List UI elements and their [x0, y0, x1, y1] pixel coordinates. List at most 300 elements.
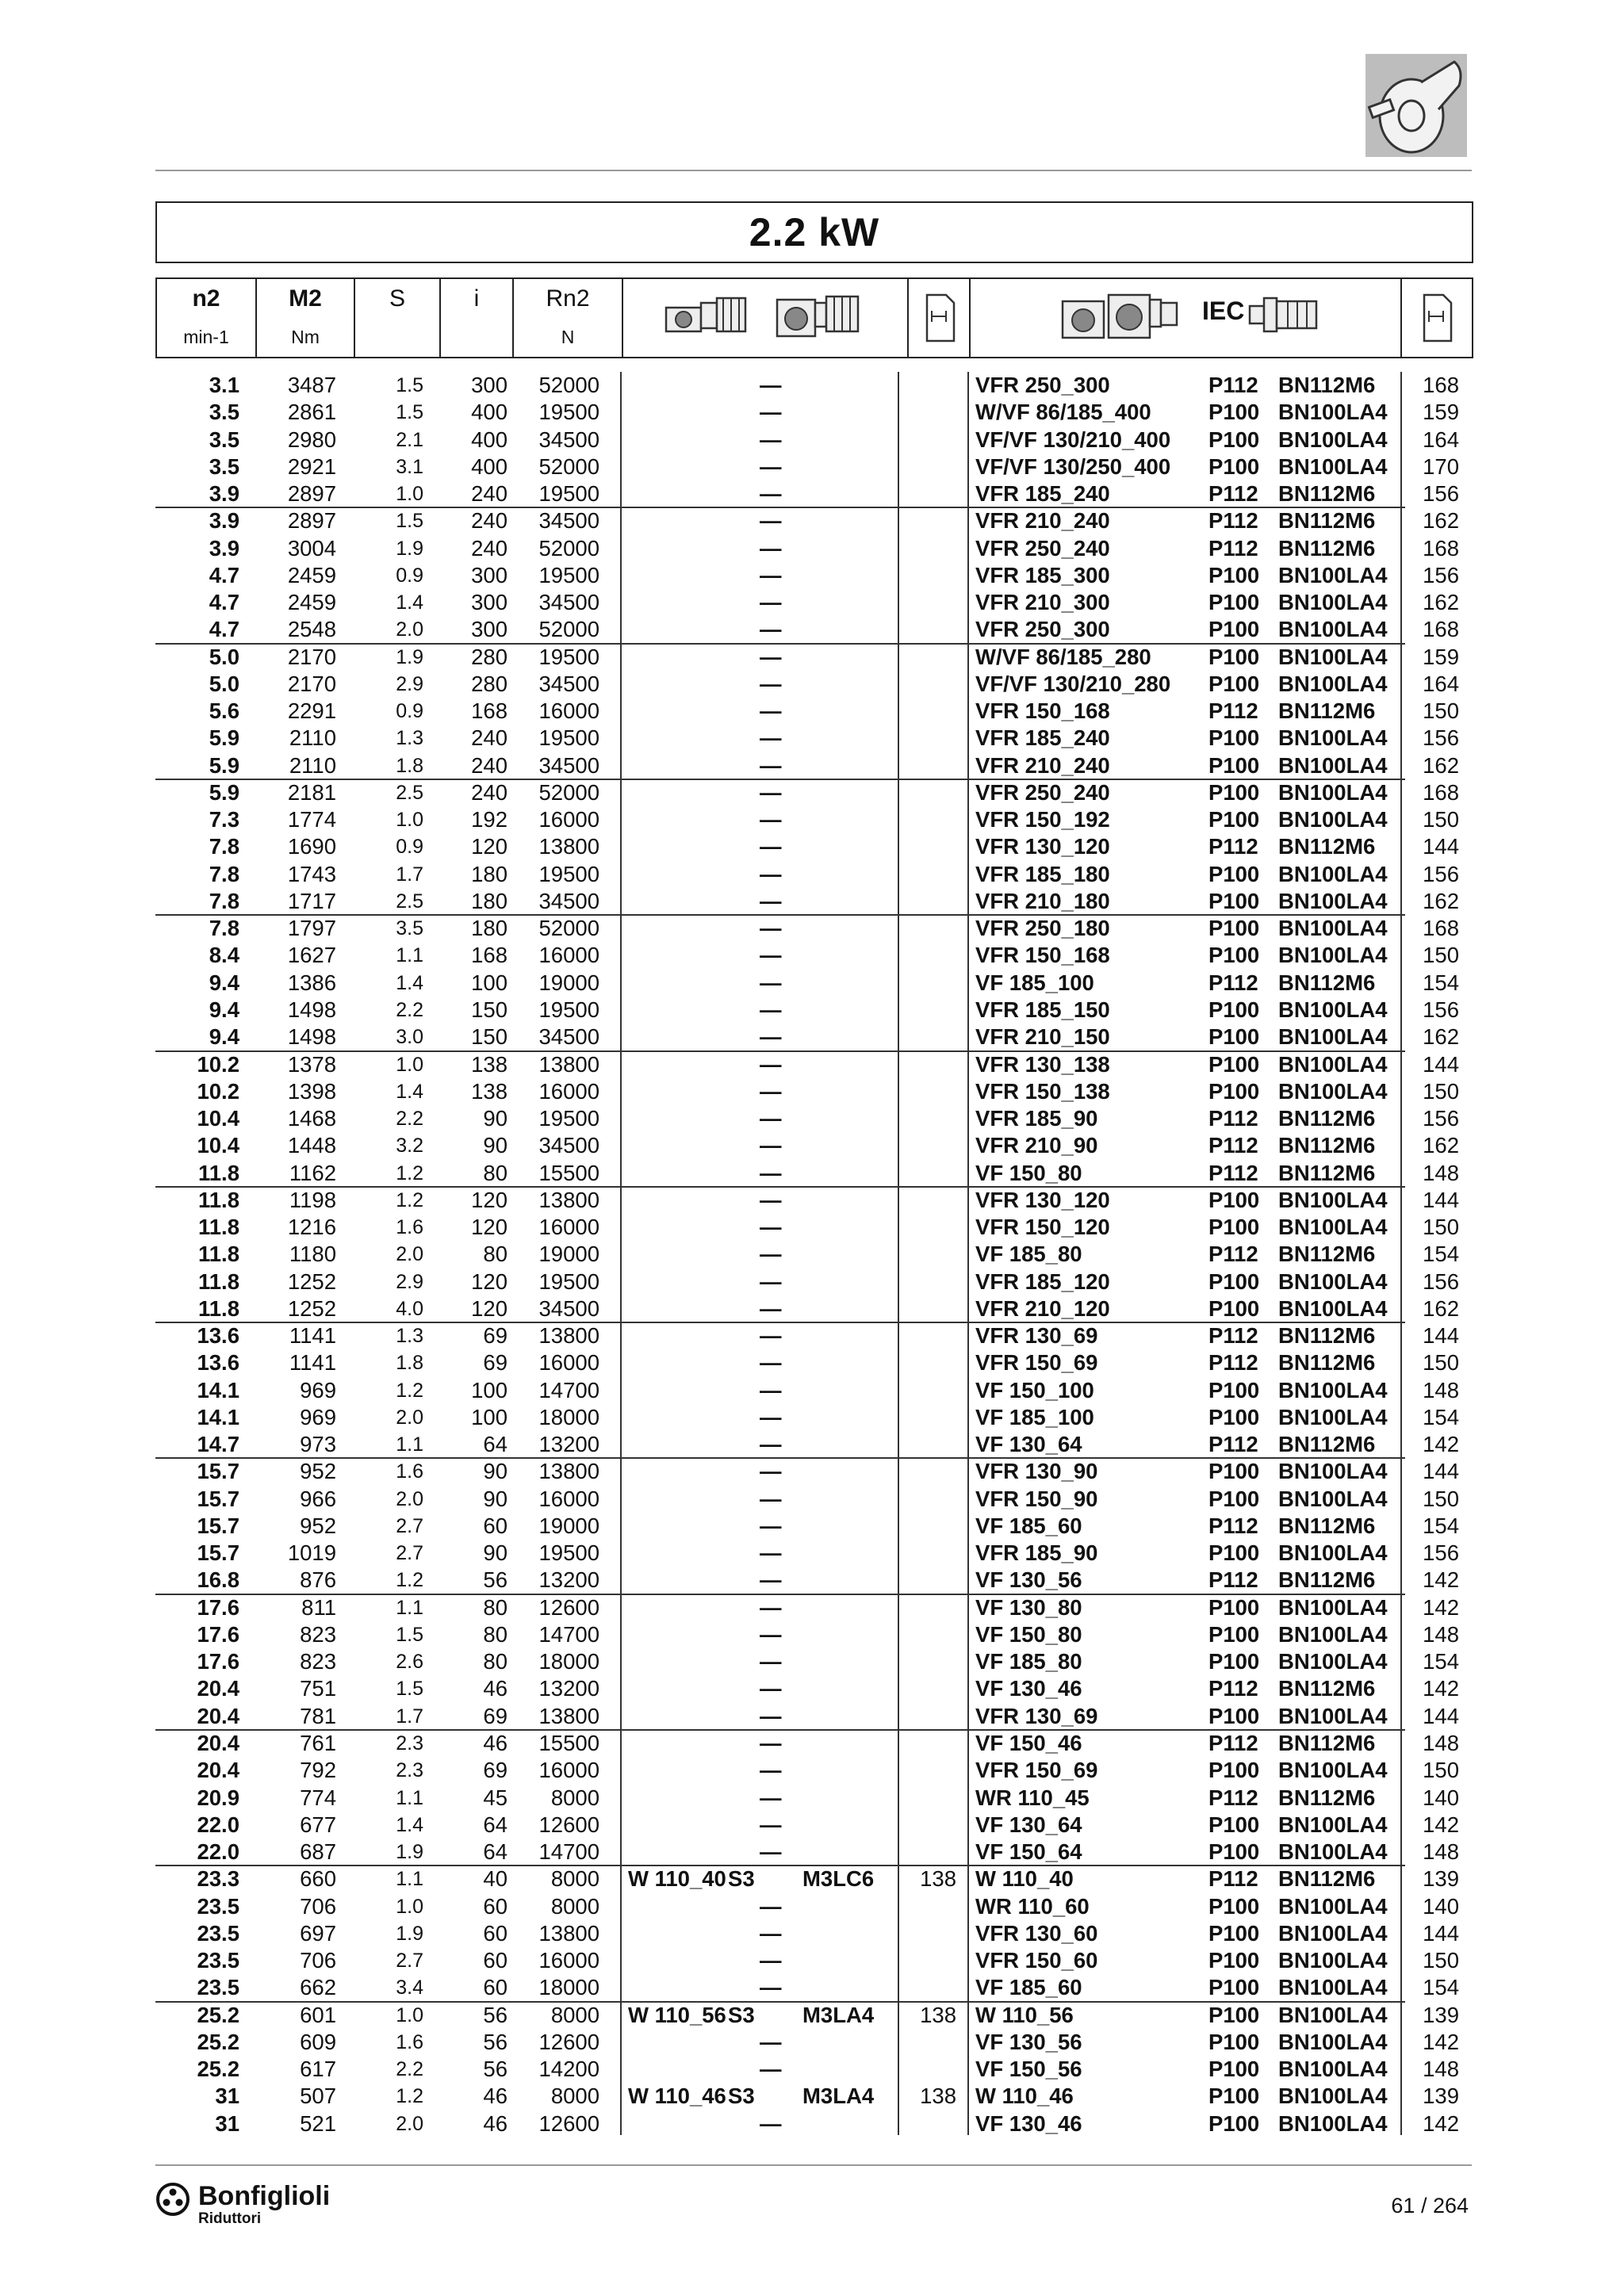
cell-page: 150 [1423, 1948, 1459, 1973]
cell-n2: 15.7 [197, 1459, 239, 1484]
cell-gearbox-model: VFR 185_150 [975, 997, 1110, 1022]
cell-gearbox-model: VFR 250_240 [975, 535, 1110, 561]
cell-i: 180 [471, 916, 508, 941]
cell-iec-flange: P100 [1208, 779, 1260, 805]
cell-page: 159 [1423, 644, 1459, 669]
cell-motor: BN100LA4 [1278, 1459, 1388, 1484]
cell-s: 1.1 [396, 1596, 423, 1619]
col-s-header [355, 279, 441, 357]
cell-gearbox-model: VFR 250_240 [975, 779, 1110, 805]
cell-gearbox-model: VF 150_80 [975, 1621, 1082, 1647]
cell-page: 156 [1423, 861, 1459, 886]
cell-not-available-dash: — [760, 1133, 782, 1158]
cell-gearbox-model: VF 150_46 [975, 1731, 1082, 1755]
cell-rn2: 34500 [538, 590, 599, 615]
cell-n2: 11.8 [197, 1295, 239, 1321]
cell-iec-flange: P100 [1208, 1269, 1260, 1294]
cell-i: 168 [471, 698, 508, 724]
cell-n2: 23.5 [197, 1948, 239, 1973]
cell-gearbox-model: W 110_46 [975, 2084, 1074, 2109]
cell-s: 1.2 [396, 1569, 423, 1592]
cell-i: 300 [471, 617, 508, 642]
cell-m2: 660 [300, 1866, 336, 1892]
cell-m2: 1468 [287, 1106, 336, 1131]
cell-i: 180 [471, 861, 508, 886]
cell-rn2: 16000 [538, 1350, 599, 1376]
cell-motor: BN100LA4 [1278, 1187, 1388, 1212]
cell-i: 240 [471, 508, 508, 534]
cell-m2: 781 [300, 1703, 336, 1728]
cell-not-available-dash: — [760, 1920, 782, 1946]
cell-iec-flange: P100 [1208, 1377, 1260, 1402]
cell-gearbox-model: VF 185_60 [975, 1975, 1082, 2000]
cell-page: 139 [1423, 1866, 1459, 1892]
cell-iec-flange: P112 [1208, 373, 1258, 397]
cell-not-available-dash: — [760, 671, 782, 696]
cell-i: 138 [471, 1078, 508, 1104]
cell-rn2: 8000 [550, 1893, 599, 1919]
cell-i: 280 [471, 671, 508, 696]
column-divider [898, 372, 899, 2135]
cell-page: 156 [1423, 997, 1459, 1022]
cell-i: 80 [483, 1242, 508, 1267]
cell-iec-flange: P100 [1208, 400, 1260, 425]
cell-m2: 1690 [287, 834, 336, 859]
cell-gearbox-model: VFR 130_120 [975, 1187, 1110, 1212]
cell-rn2: 14700 [538, 1621, 599, 1647]
cell-gearbox-model: VFR 150_60 [975, 1948, 1098, 1973]
cell-n2: 5.9 [209, 725, 239, 751]
cell-m2: 1019 [287, 1540, 336, 1566]
cell-n2: 10.2 [197, 1051, 239, 1077]
cell-rn2: 19500 [538, 400, 599, 425]
cell-page: 156 [1423, 1540, 1459, 1566]
cell-page: 140 [1423, 1785, 1459, 1810]
cell-m2: 823 [300, 1649, 336, 1674]
cell-i: 300 [471, 373, 508, 397]
cell-motor: BN100LA4 [1278, 562, 1388, 587]
cell-not-available-dash: — [760, 1676, 782, 1701]
cell-m2: 1498 [287, 997, 336, 1022]
cell-m2: 662 [300, 1975, 336, 2000]
cell-i: 400 [471, 427, 508, 452]
m2-label: M2 [289, 285, 322, 312]
helical-gearmotor-icon [663, 293, 750, 341]
cell-gearbox-model: VFR 210_120 [975, 1295, 1110, 1321]
cell-not-available-dash: — [760, 481, 782, 507]
column-divider [620, 372, 622, 2135]
cell-iec-flange: P100 [1208, 1649, 1260, 1674]
cell-iec-flange: P112 [1208, 698, 1258, 724]
cell-not-available-dash: — [760, 1948, 782, 1973]
cell-i: 138 [471, 1051, 508, 1077]
cell-m2: 2897 [287, 481, 336, 507]
brand-subtitle: Riduttori [198, 2210, 262, 2227]
n2-unit: min-1 [183, 327, 229, 347]
cell-n2: 17.6 [197, 1621, 239, 1647]
cell-m2: 706 [300, 1948, 336, 1973]
cell-i: 120 [471, 834, 508, 859]
cell-i: 168 [471, 943, 508, 968]
cell-page: 144 [1423, 1323, 1459, 1349]
cell-iec-flange: P112 [1208, 481, 1258, 507]
cell-motor: BN112M6 [1278, 970, 1376, 995]
cell-i: 56 [483, 2029, 508, 2054]
cell-rn2: 18000 [538, 1975, 599, 2000]
cell-m2: 1797 [287, 916, 336, 941]
cell-i: 69 [483, 1323, 508, 1349]
cell-s: 1.2 [396, 1379, 423, 1402]
cell-motor: BN112M6 [1278, 698, 1376, 724]
cell-n2: 3.9 [209, 535, 239, 561]
cell-rn2: 14700 [538, 1839, 599, 1865]
cell-page: 168 [1423, 916, 1459, 941]
cell-motor: BN112M6 [1278, 1106, 1376, 1131]
cell-not-available-dash: — [760, 943, 782, 968]
cell-page: 162 [1423, 1295, 1459, 1321]
cell-gearbox-model: VFR 185_90 [975, 1540, 1098, 1566]
cell-rn2: 34500 [538, 671, 599, 696]
cell-m2: 973 [300, 1432, 336, 1457]
cell-m2: 876 [300, 1567, 336, 1593]
cell-m2: 697 [300, 1920, 336, 1946]
cell-n2: 5.6 [209, 698, 239, 724]
cell-motor: BN100LA4 [1278, 1540, 1388, 1566]
cell-rn2: 8000 [550, 1866, 599, 1892]
cell-gearbox-model: W 110_56 [975, 2002, 1074, 2027]
cell-compact-page: 138 [920, 2084, 956, 2109]
cell-n2: 22.0 [197, 1812, 239, 1837]
cell-s: 2.3 [396, 1759, 423, 1782]
cell-i: 60 [483, 1893, 508, 1919]
cell-rn2: 52000 [538, 373, 599, 397]
cell-s: 2.7 [396, 1950, 423, 1973]
cell-page: 168 [1423, 779, 1459, 805]
cell-motor: BN100LA4 [1278, 1024, 1388, 1050]
cell-n2: 3.9 [209, 481, 239, 507]
cell-iec-flange: P100 [1208, 1920, 1260, 1946]
cell-gearbox-model: VF 150_56 [975, 2057, 1082, 2082]
cell-n2: 15.7 [197, 1513, 239, 1538]
col-page-header-1 [909, 279, 971, 357]
cell-rn2: 8000 [550, 1785, 599, 1810]
cell-rn2: 14200 [538, 2057, 599, 2082]
cell-iec-flange: P100 [1208, 1975, 1260, 2000]
cell-s: 2.3 [396, 1732, 423, 1755]
cell-s: 2.2 [396, 998, 423, 1021]
col-page-header-2 [1402, 279, 1472, 357]
cell-rn2: 12600 [538, 1812, 599, 1837]
cell-not-available-dash: — [760, 1024, 782, 1050]
cell-motor: BN100LA4 [1278, 2057, 1388, 2082]
cell-iec-flange: P100 [1208, 1839, 1260, 1865]
cell-motor: BN112M6 [1278, 1513, 1376, 1538]
cell-motor: BN100LA4 [1278, 671, 1388, 696]
cell-page: 156 [1423, 1269, 1459, 1294]
cell-motor: BN112M6 [1278, 1160, 1376, 1185]
cell-motor: BN112M6 [1278, 535, 1376, 561]
cell-s: 2.0 [396, 1406, 423, 1429]
cell-s: 2.5 [396, 781, 423, 804]
cell-page: 148 [1423, 1377, 1459, 1402]
cell-not-available-dash: — [760, 617, 782, 642]
cell-compact-size: S3 [728, 2084, 755, 2109]
cell-n2: 15.7 [197, 1486, 239, 1511]
cell-motor: BN112M6 [1278, 1432, 1376, 1457]
cell-n2: 25.2 [197, 2029, 239, 2054]
cell-not-available-dash: — [760, 1078, 782, 1104]
cell-m2: 2459 [287, 562, 336, 587]
col-m2-header [257, 279, 355, 357]
cell-page: 156 [1423, 725, 1459, 751]
cell-iec-flange: P100 [1208, 1703, 1260, 1728]
cell-m2: 1448 [287, 1133, 336, 1158]
cell-motor: BN100LA4 [1278, 779, 1388, 805]
cell-rn2: 12600 [538, 1594, 599, 1620]
cell-i: 300 [471, 562, 508, 587]
cell-motor: BN100LA4 [1278, 1812, 1388, 1837]
cell-iec-flange: P112 [1208, 1567, 1258, 1593]
cell-page: 150 [1423, 943, 1459, 968]
cell-compact-page: 138 [920, 1866, 956, 1892]
cell-not-available-dash: — [760, 1839, 782, 1865]
cell-m2: 2170 [287, 644, 336, 669]
cell-rn2: 13800 [538, 1187, 599, 1212]
cell-s: 3.0 [396, 1026, 423, 1049]
cell-m2: 2181 [287, 779, 336, 805]
cell-s: 1.5 [396, 374, 423, 396]
cell-not-available-dash: — [760, 1649, 782, 1674]
cell-gearbox-model: VFR 185_120 [975, 1269, 1110, 1294]
cell-motor: BN100LA4 [1278, 2110, 1388, 2136]
cell-n2: 14.7 [197, 1432, 239, 1457]
cell-s: 0.9 [396, 564, 423, 587]
cell-i: 69 [483, 1758, 508, 1783]
cell-motor: BN100LA4 [1278, 1758, 1388, 1783]
cell-n2: 7.8 [209, 888, 239, 913]
cell-s: 1.3 [396, 1325, 423, 1348]
cell-not-available-dash: — [760, 2110, 782, 2136]
cell-rn2: 15500 [538, 1160, 599, 1185]
cell-s: 1.5 [396, 1678, 423, 1701]
cell-not-available-dash: — [760, 590, 782, 615]
gearmotor-icon [1365, 54, 1467, 157]
cell-gearbox-model: VFR 210_150 [975, 1024, 1110, 1050]
cell-rn2: 12600 [538, 2029, 599, 2054]
cell-iec-flange: P112 [1208, 1432, 1258, 1457]
cell-s: 1.1 [396, 1433, 423, 1456]
cell-rn2: 18000 [538, 1404, 599, 1429]
col-i-header [441, 279, 514, 357]
cell-n2: 17.6 [197, 1649, 239, 1674]
cell-rn2: 52000 [538, 535, 599, 561]
cell-rn2: 8000 [550, 2002, 599, 2027]
cell-iec-flange: P100 [1208, 1594, 1260, 1620]
cell-s: 1.0 [396, 2003, 423, 2026]
cell-iec-flange: P112 [1208, 535, 1258, 561]
cell-s: 2.0 [396, 1243, 423, 1266]
cell-n2: 7.3 [209, 807, 239, 832]
cell-not-available-dash: — [760, 888, 782, 913]
cell-m2: 2861 [287, 400, 336, 425]
cell-s: 1.0 [396, 483, 423, 506]
cell-rn2: 14700 [538, 1377, 599, 1402]
cell-page: 154 [1423, 1404, 1459, 1429]
cell-n2: 14.1 [197, 1404, 239, 1429]
cell-s: 1.7 [396, 1705, 423, 1728]
cell-i: 80 [483, 1621, 508, 1647]
cell-not-available-dash: — [760, 1785, 782, 1810]
cell-m2: 751 [300, 1676, 336, 1701]
cell-rn2: 19500 [538, 644, 599, 669]
cell-page: 150 [1423, 807, 1459, 832]
cell-gearbox-model: W 110_40 [975, 1866, 1074, 1892]
cell-not-available-dash: — [760, 1758, 782, 1783]
cell-motor: BN100LA4 [1278, 888, 1388, 913]
cell-i: 90 [483, 1106, 508, 1131]
cell-page: 170 [1423, 453, 1459, 479]
cell-gearbox-model: VFR 150_168 [975, 943, 1110, 968]
cell-i: 69 [483, 1350, 508, 1376]
cell-not-available-dash: — [760, 2057, 782, 2082]
cell-i: 400 [471, 400, 508, 425]
cell-page: 142 [1423, 2110, 1459, 2136]
cell-s: 1.6 [396, 1216, 423, 1239]
cell-iec-flange: P100 [1208, 2002, 1260, 2027]
cell-s: 1.1 [396, 1868, 423, 1891]
cell-i: 300 [471, 590, 508, 615]
cell-not-available-dash: — [760, 373, 782, 397]
cell-i: 100 [471, 970, 508, 995]
cell-iec-flange: P112 [1208, 1866, 1258, 1892]
cell-rn2: 34500 [538, 1295, 599, 1321]
cell-iec-flange: P112 [1208, 1106, 1258, 1131]
cell-motor: BN112M6 [1278, 1785, 1376, 1810]
cell-m2: 1743 [287, 861, 336, 886]
cell-s: 1.6 [396, 2030, 423, 2053]
cell-rn2: 19500 [538, 997, 599, 1022]
cell-n2: 23.5 [197, 1920, 239, 1946]
cell-motor: BN100LA4 [1278, 1948, 1388, 1973]
cell-i: 80 [483, 1649, 508, 1674]
cell-iec-flange: P112 [1208, 1513, 1258, 1538]
cell-iec-flange: P100 [1208, 562, 1260, 587]
cell-gearbox-model: VF 185_80 [975, 1649, 1082, 1674]
cell-not-available-dash: — [760, 453, 782, 479]
cell-rn2: 13800 [538, 834, 599, 859]
cell-not-available-dash: — [760, 861, 782, 886]
cell-gearbox-model: VFR 150_120 [975, 1215, 1110, 1240]
cell-s: 3.2 [396, 1135, 423, 1158]
cell-m2: 2980 [287, 427, 336, 452]
cell-motor: BN100LA4 [1278, 1404, 1388, 1429]
cell-n2: 17.6 [197, 1594, 239, 1620]
cell-i: 80 [483, 1160, 508, 1185]
cell-page: 144 [1423, 1703, 1459, 1728]
cell-rn2: 19500 [538, 481, 599, 507]
cell-compact-motor: M3LC6 [802, 1866, 875, 1892]
cell-rn2: 19500 [538, 1106, 599, 1131]
cell-page: 150 [1423, 1486, 1459, 1511]
cell-rn2: 34500 [538, 1133, 599, 1158]
cell-rn2: 12600 [538, 2110, 599, 2136]
cell-gearbox-model: VFR 210_300 [975, 590, 1110, 615]
cell-rn2: 19000 [538, 1242, 599, 1267]
cell-iec-flange: P100 [1208, 671, 1260, 696]
cell-motor: BN112M6 [1278, 1866, 1376, 1892]
cell-not-available-dash: — [760, 1242, 782, 1267]
cell-s: 1.5 [396, 510, 423, 533]
cell-gearbox-model: VFR 150_192 [975, 807, 1110, 832]
cell-m2: 761 [300, 1731, 336, 1755]
cell-compact-page: 138 [920, 2002, 956, 2027]
cell-rn2: 34500 [538, 752, 599, 778]
cell-i: 64 [483, 1839, 508, 1865]
cell-motor: BN100LA4 [1278, 453, 1388, 479]
cell-s: 1.4 [396, 1813, 423, 1836]
cell-m2: 2921 [287, 453, 336, 479]
cell-n2: 20.4 [197, 1703, 239, 1728]
cell-rn2: 19500 [538, 861, 599, 886]
cell-rn2: 34500 [538, 508, 599, 534]
cell-s: 2.9 [396, 672, 423, 695]
cell-rn2: 52000 [538, 779, 599, 805]
cell-iec-flange: P112 [1208, 1676, 1258, 1701]
cell-i: 45 [483, 1785, 508, 1810]
cell-page: 162 [1423, 752, 1459, 778]
cell-not-available-dash: — [760, 1323, 782, 1349]
cell-motor: BN112M6 [1278, 1133, 1376, 1158]
cell-n2: 10.4 [197, 1133, 239, 1158]
cell-iec-flange: P112 [1208, 1133, 1258, 1158]
page-reference-icon [1421, 293, 1453, 342]
cell-compact-model: W 110_46 [628, 2084, 726, 2109]
cell-m2: 2897 [287, 508, 336, 534]
cell-not-available-dash: — [760, 400, 782, 425]
cell-n2: 11.8 [197, 1160, 239, 1185]
cell-n2: 4.7 [209, 617, 239, 642]
cell-n2: 13.6 [197, 1350, 239, 1376]
cell-gearbox-model: VFR 130_90 [975, 1459, 1098, 1484]
cell-gearbox-model: VF/VF 130/210_280 [975, 671, 1171, 696]
cell-n2: 20.4 [197, 1676, 239, 1701]
power-title-box [155, 201, 1473, 263]
cell-n2: 7.8 [209, 916, 239, 941]
cell-iec-flange: P100 [1208, 1295, 1260, 1321]
cell-m2: 1162 [289, 1160, 336, 1185]
cell-gearbox-model: VFR 185_300 [975, 562, 1110, 587]
cell-iec-flange: P112 [1208, 1160, 1258, 1185]
cell-s: 2.2 [396, 2058, 423, 2081]
cell-n2: 20.4 [197, 1731, 239, 1755]
cell-s: 1.5 [396, 1623, 423, 1646]
cell-motor: BN100LA4 [1278, 997, 1388, 1022]
cell-page: 162 [1423, 1024, 1459, 1050]
cell-page: 162 [1423, 508, 1459, 534]
cell-iec-flange: P100 [1208, 1948, 1260, 1973]
cell-motor: BN100LA4 [1278, 590, 1388, 615]
cell-motor: BN100LA4 [1278, 2002, 1388, 2027]
cell-n2: 4.7 [209, 562, 239, 587]
cell-i: 280 [471, 644, 508, 669]
cell-not-available-dash: — [760, 1215, 782, 1240]
cell-motor: BN112M6 [1278, 834, 1376, 859]
cell-not-available-dash: — [760, 916, 782, 941]
brand-logo [155, 2182, 330, 2228]
cell-iec-flange: P100 [1208, 1187, 1260, 1212]
cell-n2: 4.7 [209, 590, 239, 615]
cell-page: 142 [1423, 1676, 1459, 1701]
